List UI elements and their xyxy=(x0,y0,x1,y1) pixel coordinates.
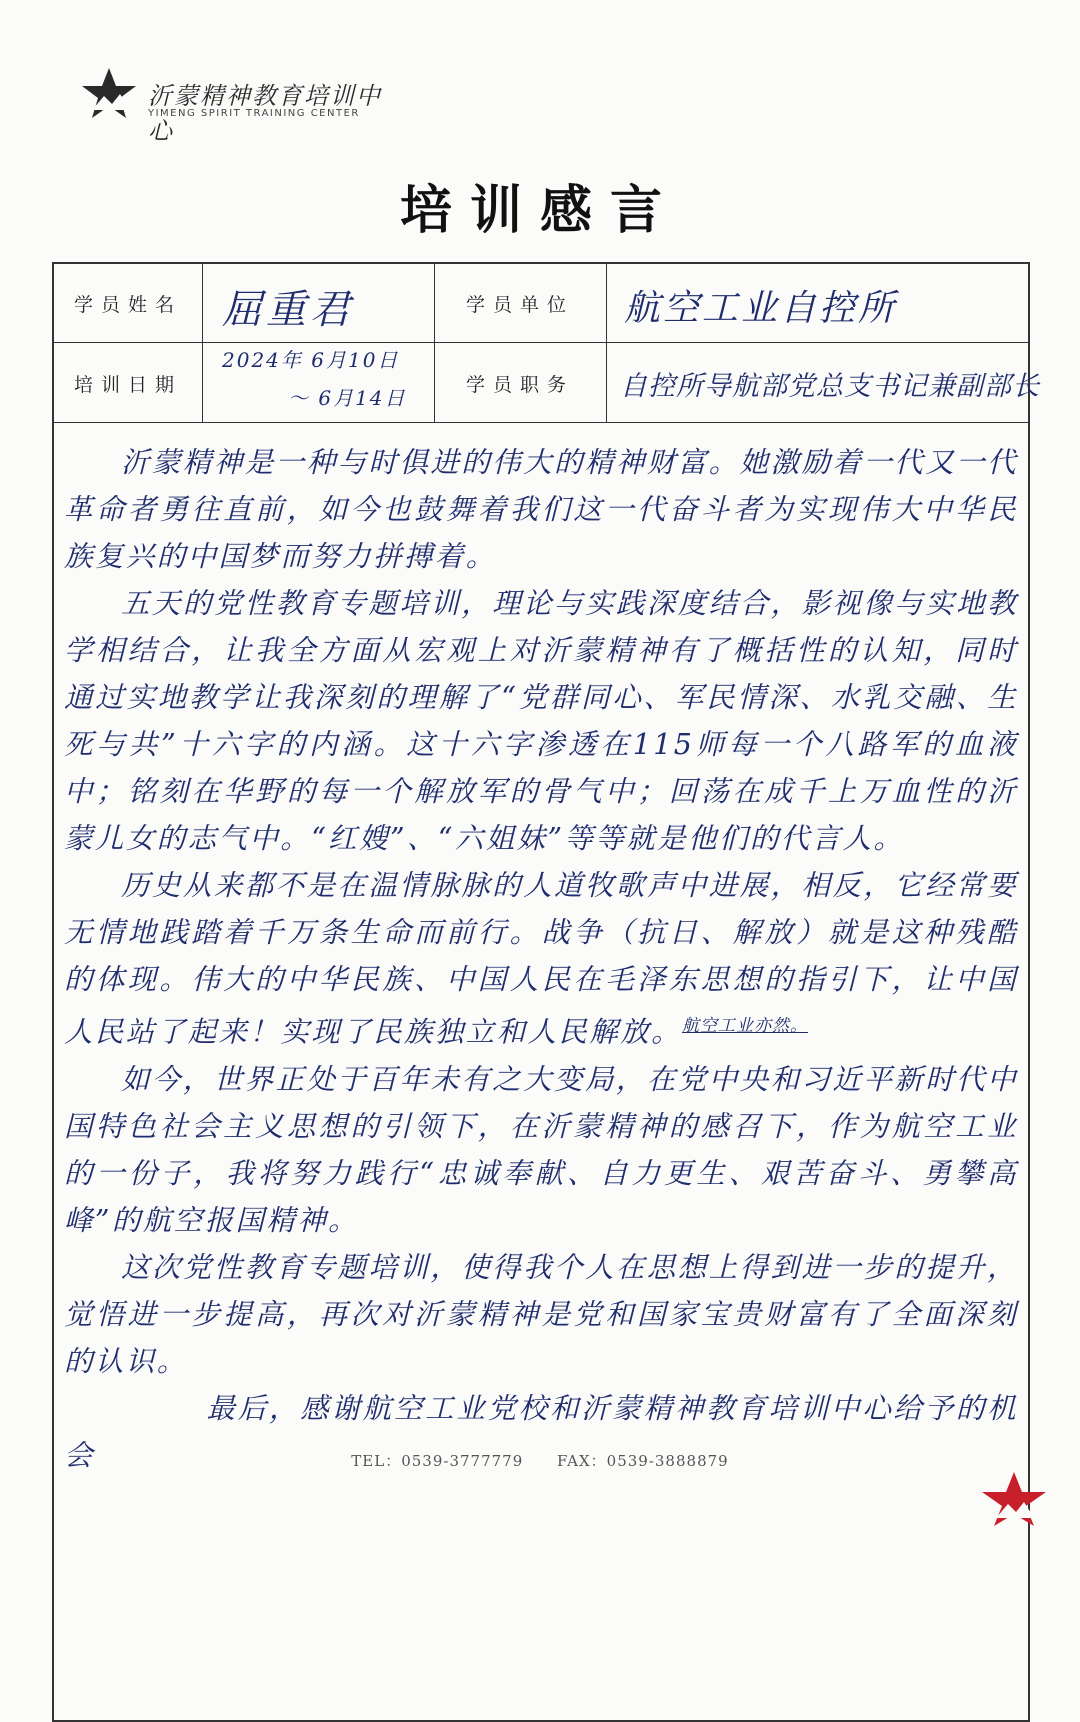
footer-contact xyxy=(0,1450,1080,1471)
date-label: 培训日期 xyxy=(73,374,182,396)
paragraph-3 xyxy=(64,862,1018,1056)
org-name-cn: 沂蒙精神教育培训中心 xyxy=(148,82,382,145)
paragraph-5: 这次党性教育专题培训，使得我个人在思想上得到进一步的提升，觉悟进一步提高，再次对沂蒙精神是党和国家宝贵财富有了全面深刻的认识。 xyxy=(64,1250,1018,1378)
footer-tel: TEL：0539-3777779 xyxy=(351,1452,524,1470)
handwritten-insertion: 航空工业亦然。 xyxy=(682,1016,809,1036)
col-divider xyxy=(202,264,203,422)
position-value: 自控所导航部党总支书记兼副部长 xyxy=(620,371,1040,402)
name-label: 学员姓名 xyxy=(73,294,182,316)
paragraph-3-text: 历史从来都不是在温情脉脉的人道牧歌声中进展，相反，它经常要无情地践踏着千万条生命而前行。战争（抗日、解放）就是这种残酷的体现。伟大的中华民族、中国人民在毛泽东思想的指引下，让中国人民站了起来！实现了民族独立和人民解放。 xyxy=(64,869,1018,1049)
org-logo xyxy=(78,66,398,145)
unit-value: 航空工业自控所 xyxy=(624,288,898,329)
paragraph-4: 如今，世界正处于百年未有之大变局，在党中央和习近平新时代中国特色社会主义思想的引领下，在沂蒙精神的感召下，作为航空工业的一份子，我将努力践行“忠诚奉献、自力更生、艰苦奋斗、勇攀高峰”的航空报国精神。 xyxy=(64,1062,1018,1237)
red-star-watermark-icon xyxy=(978,1470,1050,1528)
row-divider xyxy=(54,342,1028,343)
row-divider xyxy=(54,422,1028,423)
feedback-form xyxy=(52,262,1040,1722)
paragraph-1: 沂蒙精神是一种与时俱进的伟大的精神财富。她激励着一代又一代革命者勇往直前，如今也鼓舞着我们这一代奋斗者为实现伟大中华民族复兴的中国梦而努力拼搏着。 xyxy=(64,446,1018,573)
col-divider xyxy=(606,264,607,422)
position-label: 学员职务 xyxy=(465,374,574,396)
page-title: 培训感言 xyxy=(399,180,680,241)
date-start: 2024年 6月10日 xyxy=(222,348,400,372)
col-divider xyxy=(434,264,435,422)
name-value: 屈重君 xyxy=(222,287,354,333)
reflection-body xyxy=(64,439,1018,1479)
star-mountain-logo-icon xyxy=(78,66,140,122)
date-end: ～ 6月14日 xyxy=(288,386,407,410)
unit-label: 学员单位 xyxy=(465,294,574,316)
paragraph-6: 最后，感谢航空工业党校和沂蒙精神教育培训中心给予的机会 xyxy=(64,1391,1018,1472)
paragraph-2: 五天的党性教育专题培训，理论与实践深度结合，影视像与实地教学相结合，让我全方面从宏观上对沂蒙精神有了概括性的认知，同时通过实地教学让我深刻的理解了“党群同心、军民情深、水乳交融、生死与共”十六字的内涵。这十六字渗透在115师每一个八路军的血液中；铭刻在华野的每一个解放军的骨气中；回荡在成千上万血性的沂蒙儿女的志气中。“红嫂”、“六姐妹”等等就是他们的代言人。 xyxy=(64,587,1018,855)
footer-fax: FAX：0539-3888879 xyxy=(557,1452,729,1470)
org-name-en: YIMENG SPIRIT TRAINING CENTER xyxy=(148,108,360,119)
